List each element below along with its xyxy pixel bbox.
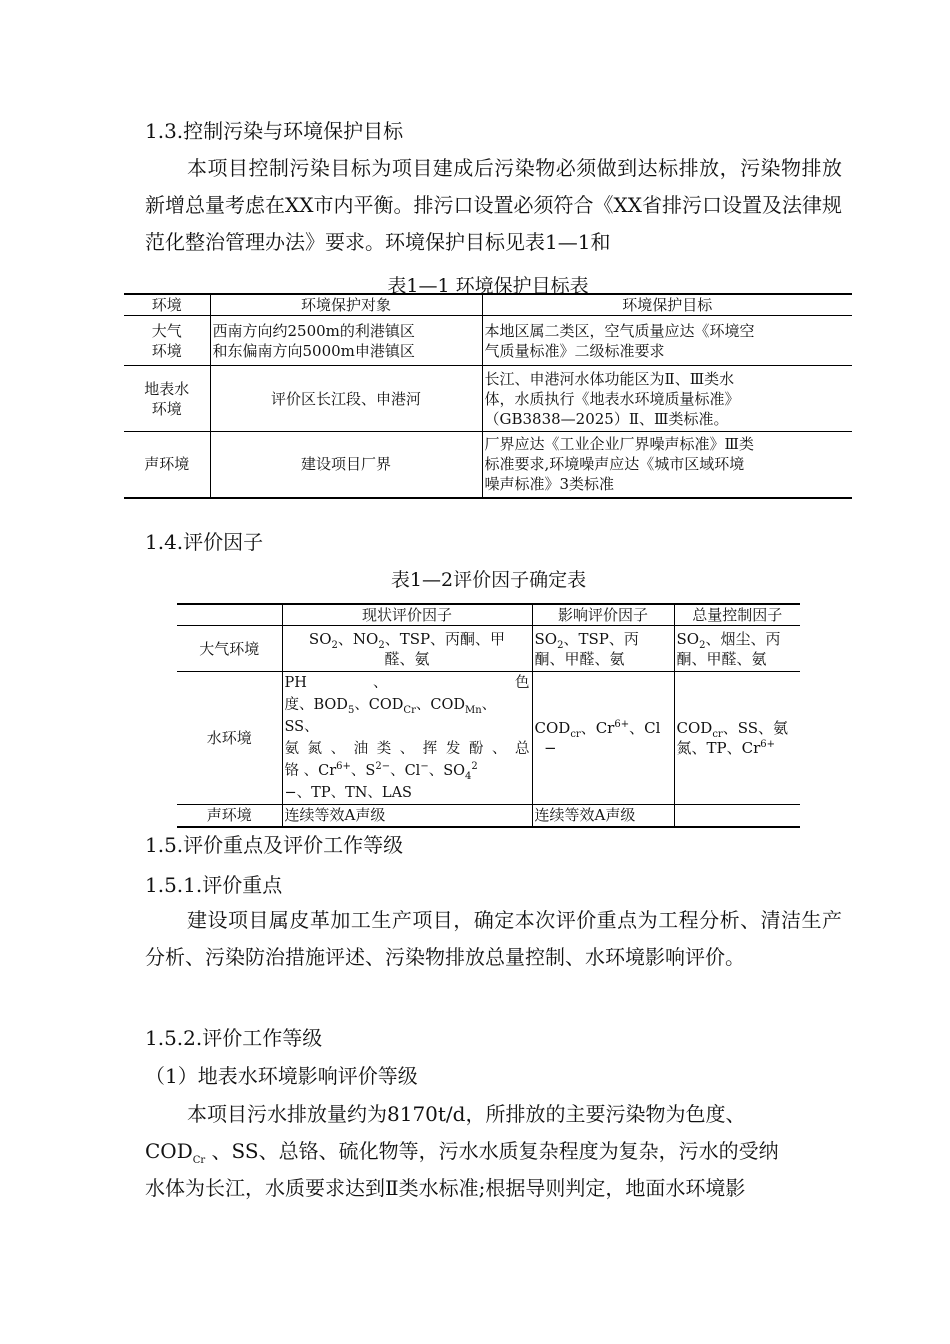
cell-text: 噪声标准》3类标准 (484, 475, 615, 494)
table-1-caption: 表1—1 环境保护目标表 (387, 275, 589, 297)
table-header-row (177, 604, 800, 626)
table-row (177, 805, 800, 827)
table-cell (482, 316, 852, 366)
table-header-cell (177, 604, 282, 626)
section-heading-1-5-2: 1.5.2.评价工作等级 (145, 1026, 323, 1050)
table-cell (482, 366, 852, 432)
table-cell (124, 316, 210, 366)
section-heading-1-5: 1.5.评价重点及评价工作等级 (145, 833, 404, 857)
cell-text: 和东偏南方向5000m申港镇区 (212, 341, 415, 360)
table-header-cell: 环境 (124, 294, 210, 316)
table-cell: $COD_{cr}$、SS、氨 氮、TP、$Cr^{6+}$ (674, 672, 800, 805)
paragraph-line: 水体为长江，水质要求达到Ⅱ类水标准;根据导则判定，地面水环境影 (145, 1176, 746, 1200)
table-cell: $SO_2$、烟尘、丙 酮、甲醛、氨 (674, 626, 800, 672)
cell-text: （GB3838—2025）Ⅱ、Ⅲ类标准。 (484, 409, 729, 428)
cell-text: PH (284, 675, 307, 691)
cell-text: 气质量标准》二级标准要求 (484, 341, 665, 360)
table-cell (482, 432, 852, 498)
cell-text: 环境 (151, 341, 182, 360)
table-2-caption: 表1—2评价因子确定表 (390, 569, 587, 591)
cell-text: 酮、甲醛、氨 (534, 649, 625, 668)
cell-text: 醛、氨 (384, 649, 430, 668)
cell-text: 大气 (151, 321, 182, 340)
cell-text: 环境 (151, 399, 182, 418)
cell-text: 体，水质执行《地表水环境质量标准》 (484, 389, 740, 408)
table-cell: 连续等效A声级 (282, 805, 532, 827)
cell-text: −、TP、TN、LAS (284, 785, 412, 801)
table-header-row (124, 294, 852, 316)
table-row (177, 626, 800, 672)
table-cell: PH 、 色 度、$BOD_5$、$COD_{Cr}$、$COD_{Mn}$、SS、 氨氮、油类、挥发酚、总 铬 、$Cr^{6+}$、$S^{2-}$、Cl−、$SO_4^2$ −、TP、TN、LAS (282, 672, 532, 805)
subsection-heading-surface-water: （1）地表水环境影响评价等级 (145, 1064, 418, 1088)
table-row (124, 432, 852, 498)
section-heading-1-3: 1.3.控制污染与环境保护目标 (145, 119, 404, 143)
cell-text: 、烟尘、丙 (705, 629, 781, 648)
paragraph-pollution-targets: 本项目控制污染目标为项目建成后污染物必须做到达标排放，污染物排放新增总量考虑在XX市内平衡。排污口设置必须符合《XX省排污口设置及法律规范化整治管理办法》要求。环境保护目标见表1—1和 (145, 156, 842, 254)
table-header-cell: 现状评价因子 (282, 604, 532, 626)
cell-text: 本地区属二类区，空气质量应达《环境空 (484, 321, 755, 340)
cell-text: 、NO (337, 629, 379, 648)
evaluation-factor-table (177, 603, 800, 828)
table-cell: 大气环境 (177, 626, 282, 672)
table-cell: 声环境 (177, 805, 282, 827)
table-cell: 声环境 (124, 432, 210, 498)
cell-text: 氨氮、油类、挥发酚、总 (284, 741, 530, 757)
table-header-cell: 环境保护目标 (482, 294, 852, 316)
paragraph-line: 本项目污水排放量约为8170t/d，所排放的主要污染物为色度、 (187, 1102, 746, 1126)
environment-protection-table (124, 293, 852, 499)
cell-text: 色 (515, 675, 530, 691)
table-header-cell: 环境保护对象 (210, 294, 482, 316)
table-header-cell: 总量控制因子 (674, 604, 800, 626)
section-heading-1-5-1: 1.5.1.评价重点 (145, 873, 283, 897)
table-row (124, 366, 852, 432)
cell-text: 长江、申港河水体功能区为Ⅱ、Ⅲ类水 (484, 369, 735, 388)
table-cell (210, 316, 482, 366)
cell-text: 厂界应达《工业企业厂界噪声标准》Ⅲ类 (484, 435, 754, 454)
cell-text: 、TSP、丙 (563, 629, 639, 648)
table-header-cell: 影响评价因子 (532, 604, 674, 626)
cell-text: 酮、甲醛、氨 (676, 649, 767, 668)
cell-text: 地表水 (144, 379, 190, 398)
cell-text: 度 (284, 697, 299, 713)
table-row (177, 672, 800, 805)
table-cell: 水环境 (177, 672, 282, 805)
cell-text: 、TSP、丙酮、甲 (384, 629, 506, 648)
paragraph-line: 、SS、总铬、硫化物等，污水水质复杂程度为复杂，污水的受纳 (205, 1139, 779, 1163)
paragraph-surface-water: 本项目污水排放量约为8170t/d，所排放的主要污染物为色度、 $COD_{Cr}$ 、SS、总铬、硫化物等，污水水质复杂程度为复杂，污水的受纳 水体为长江，水质要求达到Ⅱ类水标准;根据导则判定，地面水环境影 (145, 1096, 842, 1207)
cell-text: 标准要求,环境噪声应达《城市区域环境 (484, 455, 745, 474)
cell-text: 西南方向约2500m的利港镇区 (212, 321, 415, 340)
table-cell: 连续等效A声级 (532, 805, 674, 827)
table-cell: $COD_{cr}$、$Cr^{6+}$、Cl − (532, 672, 674, 805)
section-heading-1-4: 1.4.评价因子 (145, 530, 264, 554)
table-row (124, 316, 852, 366)
table-cell (674, 805, 800, 827)
table-cell: 建设项目厂界 (210, 432, 482, 498)
table-cell (124, 366, 210, 432)
paragraph-evaluation-focus: 建设项目属皮革加工生产项目，确定本次评价重点为工程分析、清洁生产分析、污染防治措施评述、污染物排放总量控制、水环境影响评价。 (145, 908, 842, 969)
table-cell: $SO_2$、$NO_2$、TSP、丙酮、甲 醛、氨 (282, 626, 532, 672)
table-cell: 评价区长江段、申港河 (210, 366, 482, 432)
table-cell: $SO_2$、TSP、丙 酮、甲醛、氨 (532, 626, 674, 672)
